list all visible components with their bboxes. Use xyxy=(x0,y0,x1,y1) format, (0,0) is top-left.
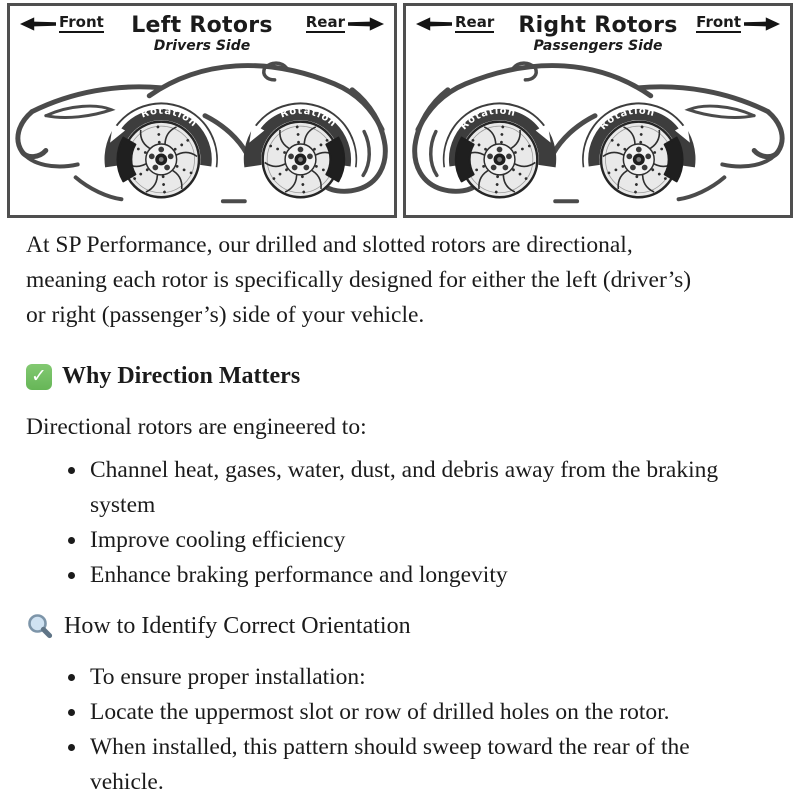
left-panel-header xyxy=(10,6,394,54)
right-arrow-icon xyxy=(348,16,384,32)
check-mark-icon: ✓ xyxy=(26,364,52,390)
right-panel-header xyxy=(406,6,790,54)
direction-text: Rear xyxy=(305,13,345,31)
panel-titles xyxy=(518,14,677,54)
heading-text: How to Identify Correct Orientation xyxy=(64,613,411,639)
rotation-label: Rotation xyxy=(278,105,339,130)
front-direction-label xyxy=(696,14,780,33)
front-direction-label xyxy=(20,14,131,33)
direction-text: Rear xyxy=(455,13,495,31)
left-arrow-icon xyxy=(416,16,452,32)
rotation-label: Rotation xyxy=(597,105,657,133)
rotation-label: Rotation xyxy=(458,105,518,133)
intro-paragraph: At SP Performance, our drilled and slotted rotors are directional, meaning each rotor is specifically designed for either the left (driver’s) or right (passenger’s) side of your vehicle. xyxy=(26,232,692,328)
panel-subtitle: Passengers Side xyxy=(533,38,663,54)
how-to-identify-heading xyxy=(26,609,774,644)
orientation-list xyxy=(26,660,774,800)
left-car-illustration xyxy=(10,56,394,205)
direction-text: Front xyxy=(59,13,104,31)
left-rotors-panel xyxy=(7,3,397,218)
rotation-label: Rotation xyxy=(139,105,200,130)
right-rotors-panel xyxy=(403,3,793,218)
panel-titles xyxy=(131,14,273,54)
direction-text: Front xyxy=(696,13,741,31)
list-item: • Improve cooling efficiency xyxy=(88,523,755,558)
left-arrow-icon xyxy=(20,16,56,32)
rear-direction-label xyxy=(306,14,384,33)
rotor-direction-diagram xyxy=(0,0,800,218)
list-item: • Enhance braking performance and longevity xyxy=(88,558,755,593)
heading-text: Why Direction Matters xyxy=(62,363,301,389)
right-car-illustration xyxy=(406,56,790,205)
panel-subtitle: Drivers Side xyxy=(153,38,251,54)
panel-title: Right Rotors xyxy=(518,13,678,38)
list-item: • Channel heat, gases, water, dust, and debris away from the braking system xyxy=(88,453,755,523)
right-arrow-icon xyxy=(744,16,780,32)
benefits-list xyxy=(26,453,774,593)
list-item: • Locate the uppermost slot or row of drilled holes on the rotor. xyxy=(88,695,755,730)
list-item: • To ensure proper installation: xyxy=(88,660,755,695)
panel-title: Left Rotors xyxy=(131,13,273,38)
list-item: • When installed, this pattern should sweep toward the rear of the vehicle. xyxy=(88,730,755,800)
article-body xyxy=(0,218,800,800)
magnifying-glass-icon xyxy=(26,613,54,641)
why-direction-matters-heading xyxy=(26,359,774,394)
engineered-lead: Directional rotors are engineered to: xyxy=(26,414,367,440)
rear-direction-label xyxy=(416,14,518,33)
